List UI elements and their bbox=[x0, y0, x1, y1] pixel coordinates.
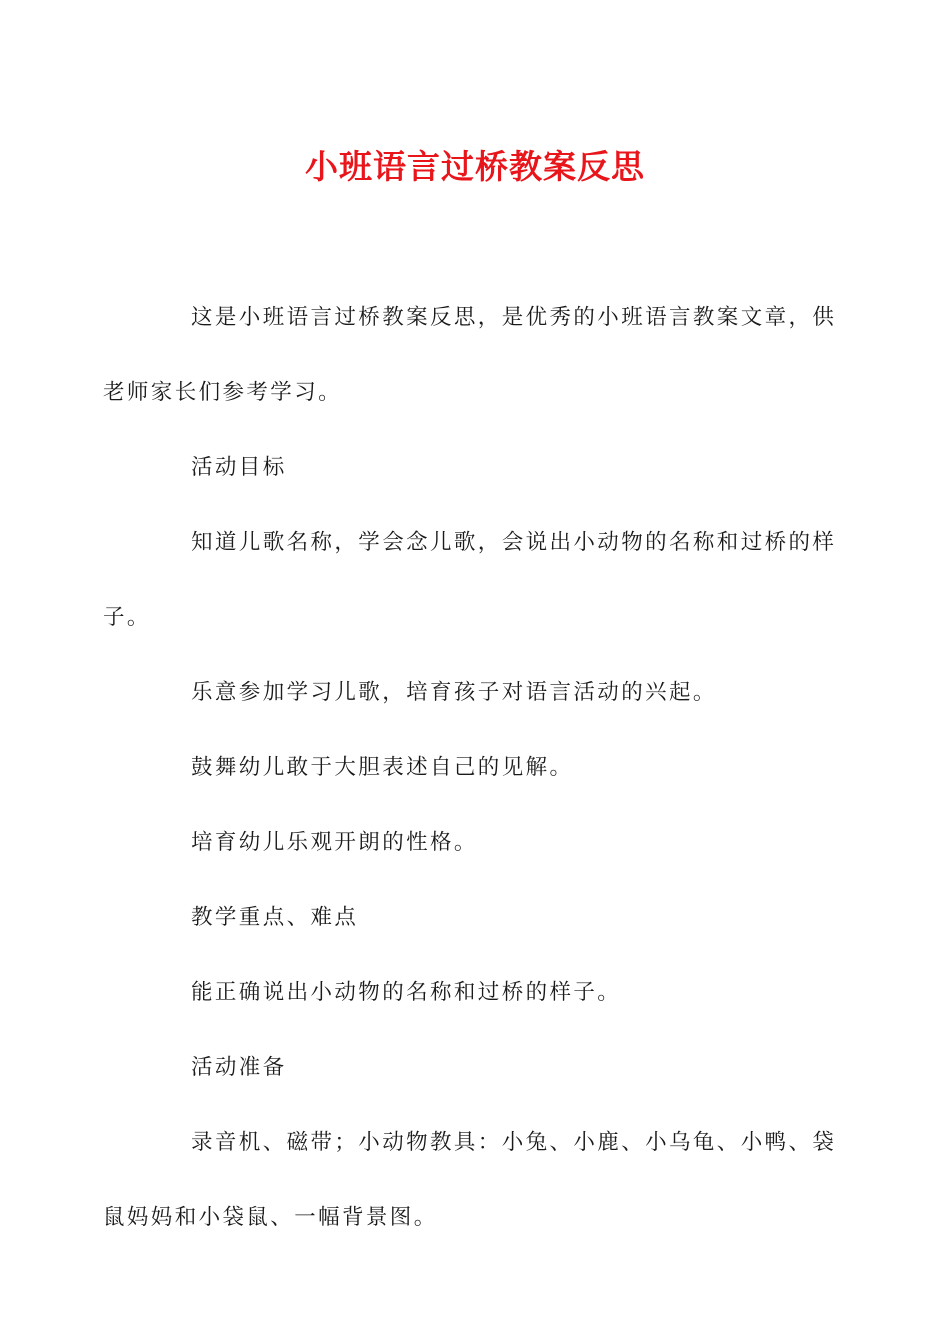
paragraph-line: 能正确说出小动物的名称和过桥的样子。 bbox=[191, 980, 622, 1005]
paragraph-line: 教学重点、难点 bbox=[191, 905, 359, 930]
paragraph-line: 录音机、磁带；小动物教具：小兔、小鹿、小乌龟、小鸭、袋 bbox=[191, 1130, 837, 1155]
paragraph-line: 鼓舞幼儿敢于大胆表述自己的见解。 bbox=[191, 755, 574, 780]
paragraph-line: 鼠妈妈和小袋鼠、一幅背景图。 bbox=[103, 1205, 438, 1230]
paragraph-line: 活动目标 bbox=[191, 455, 287, 480]
paragraph-line: 培育幼儿乐观开朗的性格。 bbox=[191, 830, 478, 855]
paragraph-line: 老师家长们参考学习。 bbox=[103, 380, 343, 405]
paragraph-line: 乐意参加学习儿歌，培育孩子对语言活动的兴起。 bbox=[191, 680, 717, 705]
paragraph-key-point bbox=[147, 955, 803, 1030]
paragraph-goal-2 bbox=[147, 655, 803, 730]
paragraph-goal-3 bbox=[147, 730, 803, 805]
paragraph-intro bbox=[103, 280, 837, 430]
paragraph-line: 这是小班语言过桥教案反思，是优秀的小班语言教案文章，供 bbox=[191, 305, 837, 330]
document-title: 小班语言过桥教案反思 bbox=[305, 147, 645, 186]
paragraph-goal-4 bbox=[147, 805, 803, 880]
paragraph-line: 子。 bbox=[103, 605, 151, 630]
document-body bbox=[103, 280, 837, 1255]
paragraph-preparation bbox=[103, 1105, 837, 1255]
section-heading-activity-goals bbox=[147, 430, 803, 505]
section-heading-preparation bbox=[147, 1030, 803, 1105]
paragraph-line: 知道儿歌名称，学会念儿歌，会说出小动物的名称和过桥的样 bbox=[191, 530, 837, 555]
paragraph-line: 活动准备 bbox=[191, 1055, 287, 1080]
paragraph-goal-1 bbox=[103, 505, 837, 655]
section-heading-key-points bbox=[147, 880, 803, 955]
